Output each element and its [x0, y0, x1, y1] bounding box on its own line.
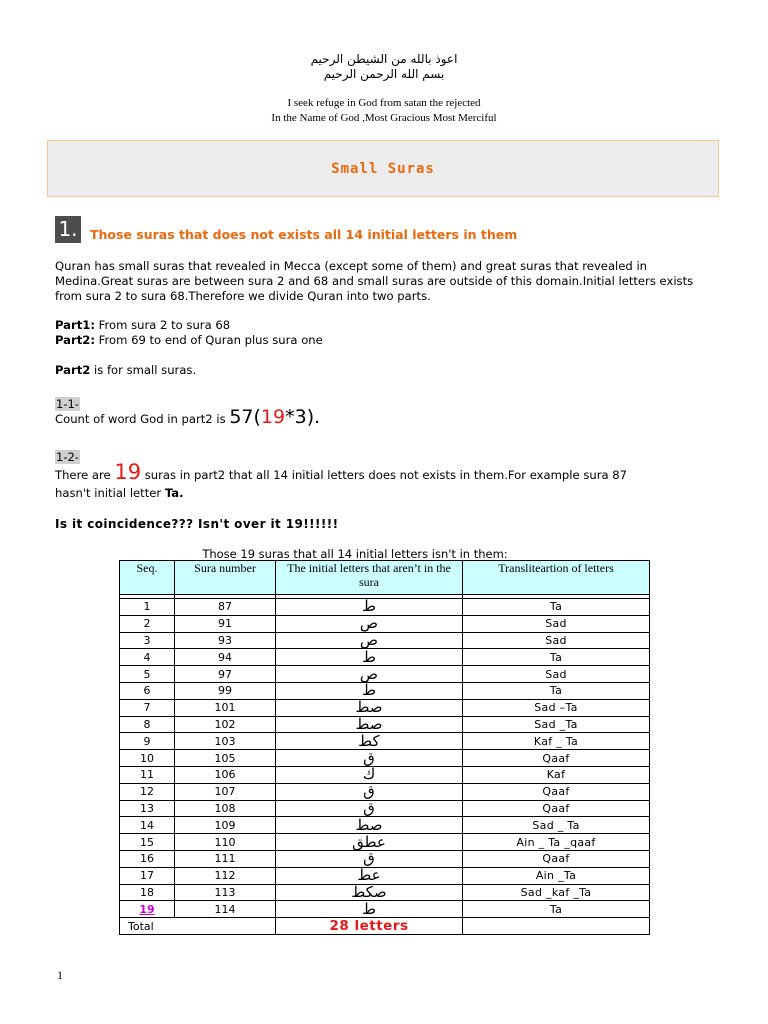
transliteration-cell: Ta [463, 682, 650, 699]
initial-letters-cell: ق [276, 850, 463, 867]
seq-cell: 10 [120, 750, 175, 767]
table-header-row [120, 561, 650, 595]
seq-cell: 18 [120, 884, 175, 901]
table-body [120, 595, 650, 918]
sura-table [119, 560, 650, 935]
initial-letters-cell: ق [276, 800, 463, 817]
count-god-line [55, 406, 320, 428]
header-transliteration: Transliteartion of letters [463, 561, 650, 595]
title-box [47, 140, 719, 197]
total-value: 28 letters [329, 917, 409, 934]
table-row [120, 682, 650, 699]
table-row [120, 666, 650, 683]
count-text: Count of word God in part2 is [55, 412, 230, 426]
table-row [120, 800, 650, 817]
transliteration-cell: Qaaf [463, 850, 650, 867]
sura-number-cell: 114 [175, 901, 276, 918]
transliteration-cell: Ta [463, 901, 650, 918]
table-row [120, 817, 650, 834]
total-value-cell [276, 918, 463, 935]
there-are-text: There are [55, 468, 115, 482]
table-row [120, 867, 650, 884]
seq-cell: 5 [120, 666, 175, 683]
arabic-basmala: بسم الله الرحمن الرحيم [323, 67, 445, 81]
sura-number-cell: 91 [175, 615, 276, 632]
transliteration-cell: Qaaf [463, 800, 650, 817]
sura-number-cell: 109 [175, 817, 276, 834]
there-are-rest: suras in part2 that all 14 initial letters does not exists in them.For example sura 87 [141, 468, 628, 482]
initial-letters-cell: عط [276, 867, 463, 884]
seq-cell: 8 [120, 716, 175, 733]
transliteration-cell: Ain _ Ta _qaaf [463, 834, 650, 851]
initial-letters-cell: ط [276, 682, 463, 699]
sura-number-cell: 97 [175, 666, 276, 683]
seq-cell: 4 [120, 649, 175, 666]
part2-note-text: is for small suras. [90, 363, 197, 377]
sura-number-cell: 105 [175, 750, 276, 767]
header-sura-number: Sura number [175, 561, 276, 595]
hasnt-letter: Ta. [164, 486, 184, 500]
table-row [120, 649, 650, 666]
transliteration-cell: Ta [463, 599, 650, 616]
english-refuge-line: I seek refuge in God from satan the rejected [287, 97, 481, 109]
sura-number-cell: 112 [175, 867, 276, 884]
transliteration-cell: Sad [463, 615, 650, 632]
seq-cell: 15 [120, 834, 175, 851]
seq-cell: 6 [120, 682, 175, 699]
initial-letters-cell: صط [276, 716, 463, 733]
seq-cell: 9 [120, 733, 175, 750]
initial-letters-cell: ق [276, 750, 463, 767]
seq-cell: 13 [120, 800, 175, 817]
table-row [120, 632, 650, 649]
part1-text: From sura 2 to sura 68 [94, 318, 231, 332]
intro-paragraph: Quran has small suras that revealed in Mecca (except some of them) and great suras that revealed in Medina.Great suras are between sura 2 and 68 and small suras are outside of this domain.Initial letters exists from sura 2 to sura 68.Therefore we divide Quran into two parts. [55, 259, 694, 303]
part2-note-line [55, 363, 715, 378]
sura-number-cell: 87 [175, 599, 276, 616]
transliteration-cell: Sad _Ta [463, 716, 650, 733]
count-value-suffix: *3). [285, 406, 321, 428]
hasnt-line [55, 486, 184, 500]
seq-cell: 16 [120, 850, 175, 867]
english-basmala-line: In the Name of God ,Most Gracious Most Merciful [271, 112, 497, 124]
initial-letters-cell: ص [276, 615, 463, 632]
transliteration-cell: Kaf _ Ta [463, 733, 650, 750]
initial-letters-cell: صط [276, 699, 463, 716]
seq-cell [120, 901, 175, 918]
initial-letters-cell: ق [276, 783, 463, 800]
initial-letters-cell: صكط [276, 884, 463, 901]
table-row [120, 901, 650, 918]
sura-number-cell: 93 [175, 632, 276, 649]
part2-text: From 69 to end of Quran plus sura one [94, 333, 323, 347]
part2-line [55, 333, 715, 348]
initial-letters-cell: ص [276, 632, 463, 649]
total-label: Total [120, 918, 276, 935]
header-seq: Seq. [120, 561, 175, 595]
sura-number-cell: 94 [175, 649, 276, 666]
transliteration-cell: Sad [463, 632, 650, 649]
seq-cell: 2 [120, 615, 175, 632]
initial-letters-cell: عطق [276, 834, 463, 851]
initial-letters-cell: ط [276, 599, 463, 616]
table-row [120, 716, 650, 733]
count-value-19: 19 [260, 406, 286, 428]
part2-label: Part2: [55, 333, 95, 347]
table-row [120, 834, 650, 851]
there-are-line [55, 460, 735, 484]
sura-number-cell: 111 [175, 850, 276, 867]
transliteration-cell: Sad [463, 666, 650, 683]
seq-highlight: 19 [139, 902, 155, 916]
section-heading: Those suras that does not exists all 14 initial letters in them [90, 227, 518, 242]
transliteration-cell: Ta [463, 649, 650, 666]
seq-cell: 14 [120, 817, 175, 834]
hasnt-text: hasn't initial letter [55, 486, 165, 500]
sura-number-cell: 110 [175, 834, 276, 851]
transliteration-cell: Qaaf [463, 783, 650, 800]
table-row [120, 750, 650, 767]
total-empty-cell [463, 918, 650, 935]
part1-line [55, 318, 715, 333]
sura-number-cell: 107 [175, 783, 276, 800]
sura-number-cell: 103 [175, 733, 276, 750]
initial-letters-cell: ط [276, 901, 463, 918]
initial-letters-cell: ص [276, 666, 463, 683]
table-row [120, 783, 650, 800]
transliteration-cell: Kaf [463, 766, 650, 783]
there-are-19: 19 [114, 460, 142, 484]
initial-letters-cell: كط [276, 733, 463, 750]
part1-label: Part1: [55, 318, 95, 332]
seq-cell: 1 [120, 599, 175, 616]
tag-1-1-label: 1-1- [56, 397, 79, 411]
seq-cell: 7 [120, 699, 175, 716]
initial-letters-cell: ك [276, 766, 463, 783]
table-row [120, 615, 650, 632]
initial-letters-cell: ط [276, 649, 463, 666]
seq-cell: 17 [120, 867, 175, 884]
transliteration-cell: Sad –Ta [463, 699, 650, 716]
table-row [120, 733, 650, 750]
seq-cell: 3 [120, 632, 175, 649]
arabic-isti-adha: اعوذ بالله من الشيطن الرحيم [310, 52, 458, 66]
sura-number-cell: 106 [175, 766, 276, 783]
initial-letters-cell: صط [276, 817, 463, 834]
table-row [120, 766, 650, 783]
seq-cell: 12 [120, 783, 175, 800]
table-caption: Those 19 suras that all 14 initial letters isn't in them: [202, 547, 508, 561]
table-total-row [120, 918, 650, 935]
coincidence-question: Is it coincidence??? Isn't over it 19!!!!!! [55, 517, 339, 531]
sura-number-cell: 101 [175, 699, 276, 716]
table-row [120, 699, 650, 716]
transliteration-cell: Sad _kaf _Ta [463, 884, 650, 901]
table-row [120, 884, 650, 901]
seq-cell: 11 [120, 766, 175, 783]
table-row [120, 599, 650, 616]
count-value-prefix: 57( [229, 406, 261, 428]
tag-1-2-label: 1-2- [56, 450, 79, 464]
part2-note-label: Part2 [55, 363, 91, 377]
sura-number-cell: 102 [175, 716, 276, 733]
transliteration-cell: Ain _Ta [463, 867, 650, 884]
sura-number-cell: 99 [175, 682, 276, 699]
header-initial-letters: The initial letters that aren’t in the sura [276, 561, 463, 595]
section-number: 1. [55, 216, 81, 243]
sura-number-cell: 108 [175, 800, 276, 817]
transliteration-cell: Sad _ Ta [463, 817, 650, 834]
sura-number-cell: 113 [175, 884, 276, 901]
table-row [120, 850, 650, 867]
page-number: 1 [57, 968, 63, 982]
transliteration-cell: Qaaf [463, 750, 650, 767]
page-title: Small Suras [331, 160, 435, 177]
